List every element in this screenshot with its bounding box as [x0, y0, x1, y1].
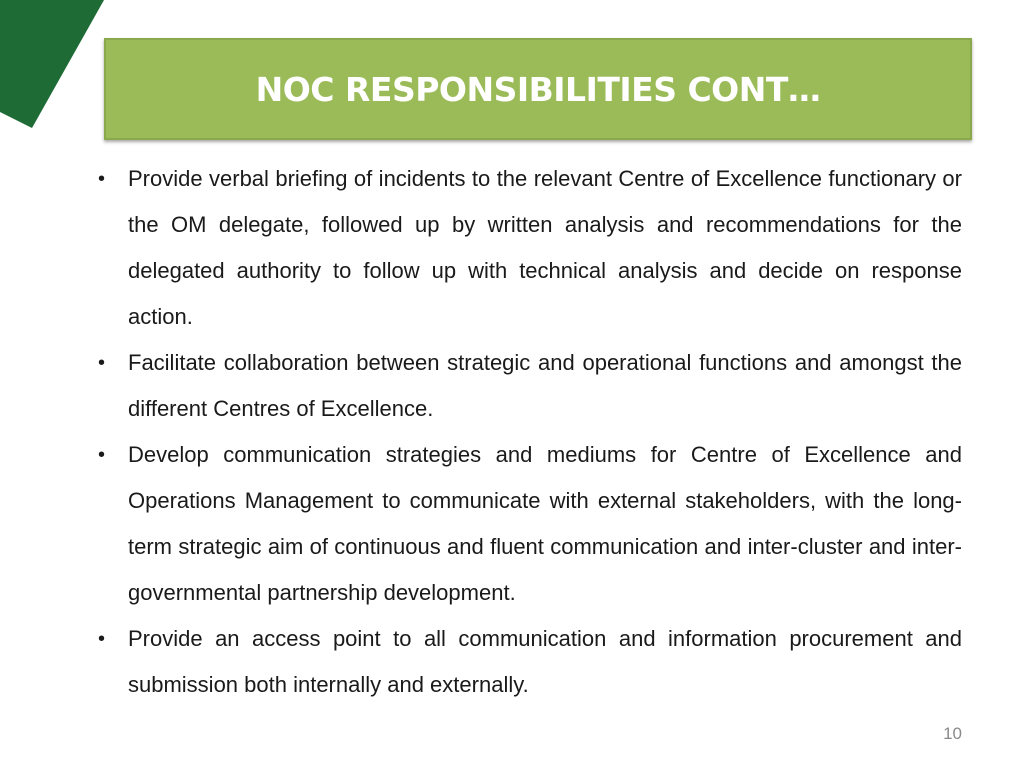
bullet-list [92, 156, 962, 708]
bullet-marker: • [98, 444, 106, 466]
slide-content [92, 156, 962, 708]
slide-title: NOC RESPONSIBILITIES CONT… [255, 69, 821, 109]
bullet-item [92, 156, 962, 340]
page-number: 10 [943, 724, 962, 743]
bullet-marker: • [98, 628, 106, 650]
bullet-text: Provide an access point to all communication and information procurement and submission both internally and externally. [128, 626, 962, 697]
bullet-text: Provide verbal briefing of incidents to the relevant Centre of Excellence functionary or the OM delegate, followed up by written analysis and recommendations for the delegated authority to follow up with technical analysis and decide on response action. [128, 166, 962, 329]
bullet-text: Develop communication strategies and mediums for Centre of Excellence and Operations Management to communicate with external stakeholders, with the long-term strategic aim of continuous and fluent communication and inter-cluster and inter-governmental partnership development. [128, 442, 962, 605]
bullet-item [92, 340, 962, 432]
bullet-item [92, 616, 962, 708]
bullet-marker: • [98, 352, 106, 374]
bullet-item [92, 432, 962, 616]
corner-accent-shape [0, 0, 110, 135]
bullet-marker: • [98, 168, 106, 190]
title-banner [104, 38, 972, 140]
bullet-text: Facilitate collaboration between strategic and operational functions and amongst the different Centres of Excellence. [128, 350, 962, 421]
